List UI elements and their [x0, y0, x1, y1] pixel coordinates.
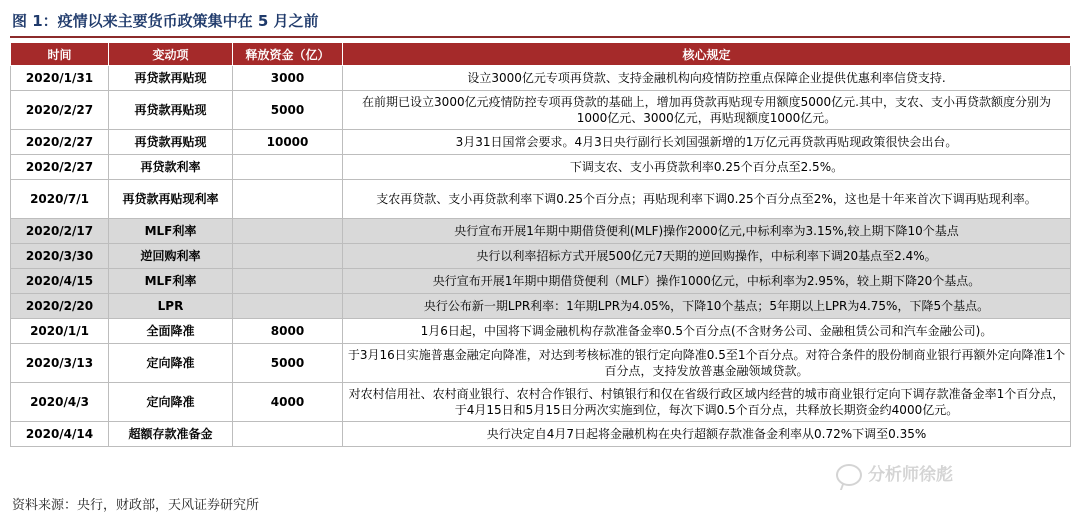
cell-rule: 央行决定自4月7日起将金融机构在央行超额存款准备金利率从0.72%下调至0.35% [343, 422, 1071, 447]
figure-title: 图 1：疫情以来主要货币政策集中在 5 月之前 [12, 12, 319, 30]
header-rule: 核心规定 [343, 43, 1071, 66]
cell-rule: 央行宣布开展1年期中期借贷便利(MLF)操作2000亿元,中标利率为3.15%,较上期下降10个基点 [343, 219, 1071, 244]
cell-date: 2020/4/15 [11, 269, 109, 294]
cell-amount [233, 294, 343, 319]
cell-rule: 在前期已设立3000亿元疫情防控专项再贷款的基础上，增加再贷款再贴现专用额度5000亿元.其中，支农、支小再贷款额度分别为1000亿元、3000亿元，再贴现额度1000亿元。 [343, 91, 1071, 130]
cell-date: 2020/2/27 [11, 130, 109, 155]
cell-date: 2020/2/17 [11, 219, 109, 244]
cell-amount [233, 180, 343, 219]
table-row [11, 130, 1071, 155]
table-row [11, 319, 1071, 344]
cell-amount: 5000 [233, 91, 343, 130]
cell-item: 定向降准 [109, 383, 233, 422]
cell-amount [233, 155, 343, 180]
table-row [11, 422, 1071, 447]
header-item: 变动项 [109, 43, 233, 66]
header-date: 时间 [11, 43, 109, 66]
cell-item: 定向降准 [109, 344, 233, 383]
cell-rule: 3月31日国常会要求。4月3日央行副行长刘国强新增的1万亿元再贷款再贴现政策很快会出台。 [343, 130, 1071, 155]
cell-amount: 10000 [233, 130, 343, 155]
cell-item: 超额存款准备金 [109, 422, 233, 447]
cell-item: 全面降准 [109, 319, 233, 344]
table-row [11, 269, 1071, 294]
watermark-text: 分析师徐彪 [868, 465, 953, 485]
cell-amount: 4000 [233, 383, 343, 422]
cell-item: 再贷款再贴现 [109, 91, 233, 130]
table-row [11, 91, 1071, 130]
cell-date: 2020/4/14 [11, 422, 109, 447]
table-row [11, 344, 1071, 383]
cell-amount [233, 269, 343, 294]
cell-date: 2020/1/31 [11, 66, 109, 91]
wechat-bubble-icon [836, 464, 862, 486]
cell-rule: 于3月16日实施普惠金融定向降准，对达到考核标准的银行定向降准0.5至1个百分点。对符合条件的股份制商业银行再额外定向降准1个百分点，支持发放普惠金融领域贷款。 [343, 344, 1071, 383]
cell-date: 2020/3/30 [11, 244, 109, 269]
cell-item: 再贷款再贴现 [109, 130, 233, 155]
cell-date: 2020/4/3 [11, 383, 109, 422]
cell-date: 2020/2/27 [11, 155, 109, 180]
cell-amount [233, 219, 343, 244]
header-amount: 释放资金（亿） [233, 43, 343, 66]
title-divider [10, 36, 1070, 38]
cell-rule: 对农村信用社、农村商业银行、农村合作银行、村镇银行和仅在省级行政区域内经营的城市商业银行定向下调存款准备金率1个百分点，于4月15日和5月15日分两次实施到位，每次下调0.5个百分点，共释放长期资金约4000亿元。 [343, 383, 1071, 422]
cell-rule: 1月6日起，中国将下调金融机构存款准备金率0.5个百分点(不含财务公司、金融租赁公司和汽车金融公司)。 [343, 319, 1071, 344]
cell-item: MLF利率 [109, 269, 233, 294]
cell-item: 再贷款利率 [109, 155, 233, 180]
cell-rule: 央行宣布开展1年期中期借贷便利（MLF）操作1000亿元，中标利率为2.95%，较上期下降20个基点。 [343, 269, 1071, 294]
cell-date: 2020/2/27 [11, 91, 109, 130]
cell-item: 再贷款再贴现利率 [109, 180, 233, 219]
cell-amount: 8000 [233, 319, 343, 344]
cell-rule: 设立3000亿元专项再贷款、支持金融机构向疫情防控重点保障企业提供优惠利率信贷支持. [343, 66, 1071, 91]
table-row [11, 383, 1071, 422]
table-header-row [11, 43, 1071, 66]
table-row [11, 180, 1071, 219]
table-row [11, 244, 1071, 269]
table-row [11, 155, 1071, 180]
cell-item: MLF利率 [109, 219, 233, 244]
cell-amount [233, 244, 343, 269]
cell-date: 2020/1/1 [11, 319, 109, 344]
source-note: 资料来源：央行，财政部，天风证券研究所 [12, 498, 260, 513]
cell-item: LPR [109, 294, 233, 319]
cell-amount: 5000 [233, 344, 343, 383]
cell-amount: 3000 [233, 66, 343, 91]
table-row [11, 219, 1071, 244]
table-row [11, 294, 1071, 319]
cell-item: 逆回购利率 [109, 244, 233, 269]
policy-table [10, 42, 1071, 447]
cell-rule: 央行公布新一期LPR利率：1年期LPR为4.05%，下降10个基点；5年期以上LPR为4.75%，下降5个基点。 [343, 294, 1071, 319]
table-row [11, 66, 1071, 91]
cell-rule: 央行以利率招标方式开展500亿元7天期的逆回购操作，中标利率下调20基点至2.4%。 [343, 244, 1071, 269]
cell-date: 2020/2/20 [11, 294, 109, 319]
watermark [836, 462, 953, 488]
cell-date: 2020/7/1 [11, 180, 109, 219]
cell-date: 2020/3/13 [11, 344, 109, 383]
cell-rule: 支农再贷款、支小再贷款利率下调0.25个百分点；再贴现利率下调0.25个百分点至2%，这也是十年来首次下调再贴现利率。 [343, 180, 1071, 219]
cell-rule: 下调支农、支小再贷款利率0.25个百分点至2.5%。 [343, 155, 1071, 180]
cell-amount [233, 422, 343, 447]
cell-item: 再贷款再贴现 [109, 66, 233, 91]
